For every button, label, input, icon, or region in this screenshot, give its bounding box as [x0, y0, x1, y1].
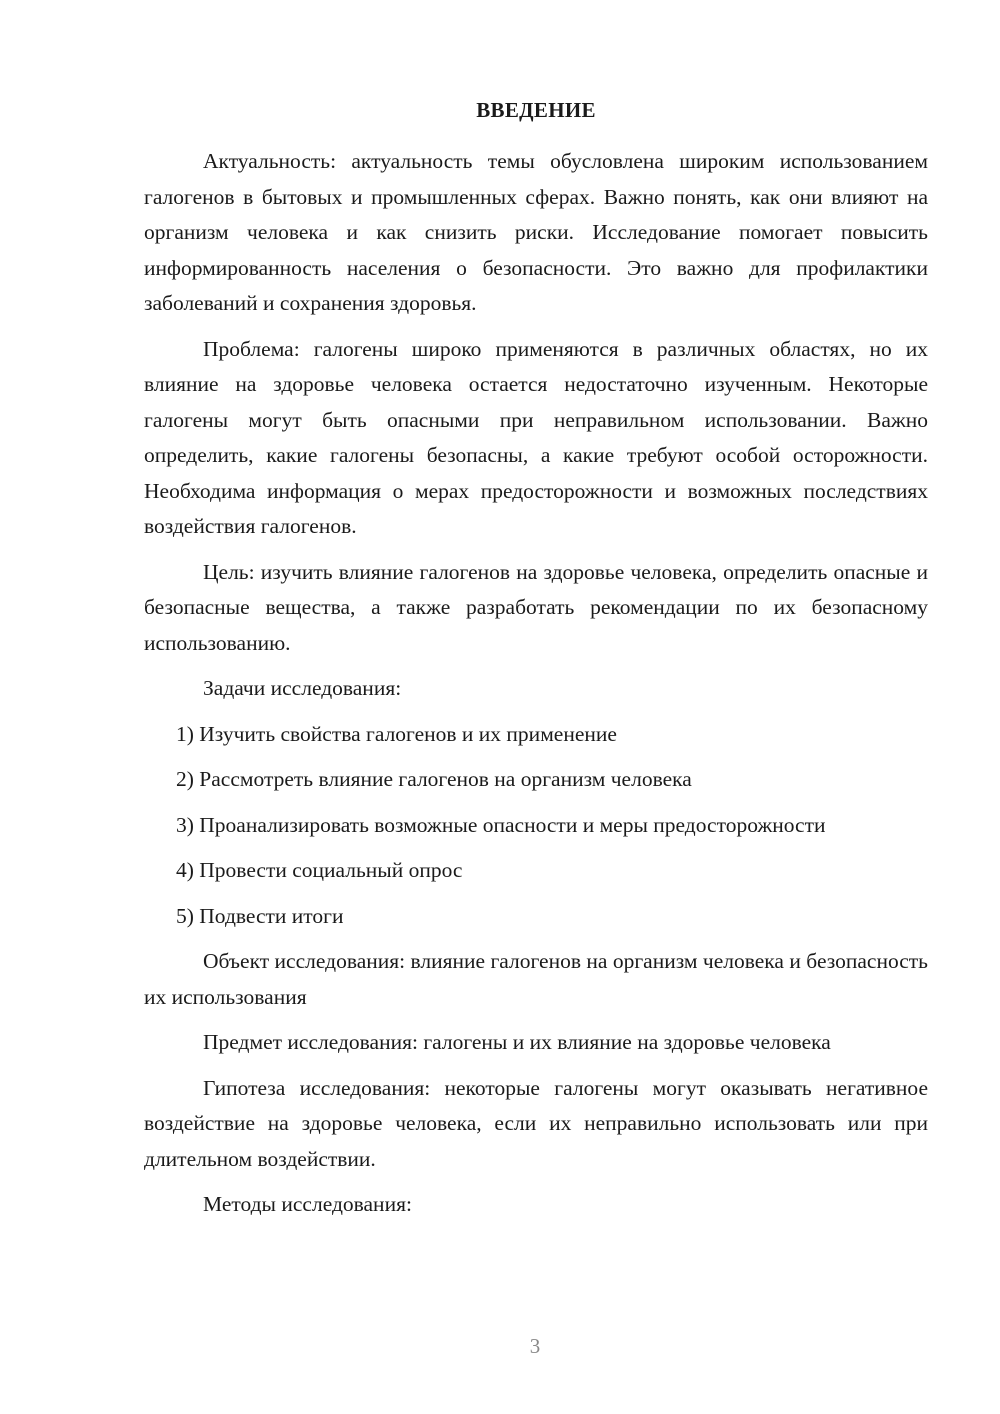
- task-item-3: 3) Проанализировать возможные опасности и меры предосторожности: [176, 812, 826, 837]
- task-item-1: 1) Изучить свойства галогенов и их применение: [176, 721, 617, 746]
- task-item-5: 5) Подвести итоги: [176, 903, 344, 928]
- task-item-4: 4) Провести социальный опрос: [176, 858, 463, 882]
- section-heading: ВВЕДЕНИЕ: [476, 98, 596, 122]
- subject-paragraph: Предмет исследования: галогены и их влияние на здоровье человека: [203, 1030, 831, 1054]
- methods-title: Методы исследования:: [203, 1192, 412, 1216]
- page-number: 3: [529, 1334, 541, 1358]
- problem-paragraph: Проблема: галогены широко применяются в различных областях, но их влияние на здоровье человека остается недостаточно изученным. Некоторые галогены могут быть опасными при неправильном использовании. Важно определить, какие галогены безопасны, а какие требуют особой осторожности. Необходима информация о мерах предосторожности и возможных последствиях воздействия галогенов.: [144, 336, 928, 538]
- object-paragraph: Объект исследования: влияние галогенов на организм человека и безопасность их использования: [144, 949, 928, 1009]
- goal-paragraph: Цель: изучить влияние галогенов на здоровье человека, определить опасные и безопасные вещества, а также разработать рекомендации по их безопасному использованию.: [144, 559, 928, 655]
- hypothesis-paragraph: Гипотеза исследования: некоторые галогены могут оказывать негативное воздействие на здоровье человека, если их неправильно использовать или при длительном воздействии.: [144, 1075, 928, 1171]
- tasks-title: Задачи исследования:: [203, 676, 402, 700]
- task-item-2: 2) Рассмотреть влияние галогенов на организм человека: [176, 767, 692, 791]
- relevance-paragraph: Актуальность: актуальность темы обусловлена широким использованием галогенов в бытовых и промышленных сферах. Важно понять, как они влияют на организм человека и как снизить риски. Исследование помогает повысить информированность населения о безопасности. Это важно для профилактики заболеваний и сохранения здоровья.: [144, 149, 928, 315]
- page-content: [144, 95, 928, 1233]
